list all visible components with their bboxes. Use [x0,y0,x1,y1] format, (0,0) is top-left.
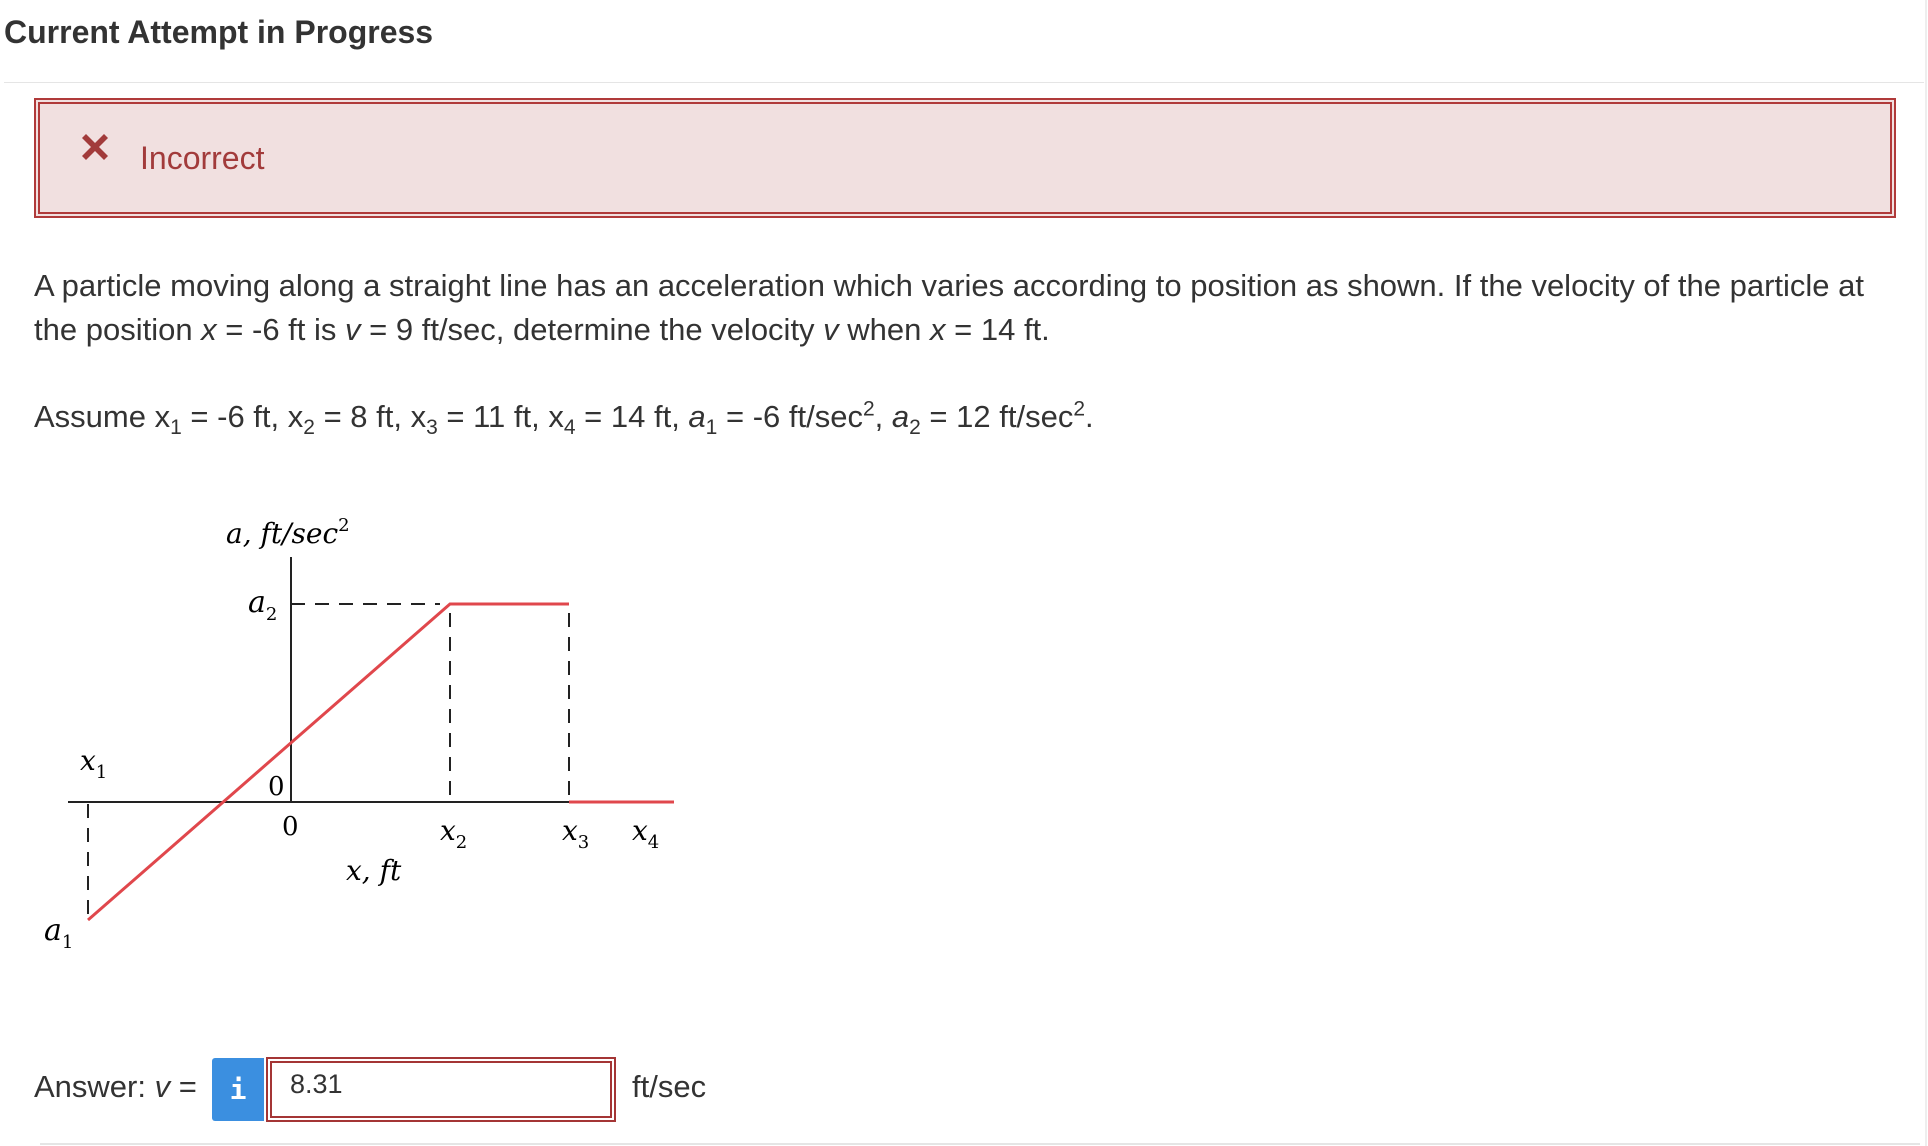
assumption-x3: $x_3 = 11$ ft, [410,399,549,440]
question-text-part: A particle moving along a straight line has an acceleration which varies according to position as shown. If the velocity of the particle at the position [34,268,1864,347]
label-a2: $a_2$ [248,585,278,625]
origin-y-label: 0 [268,772,285,802]
question-var: v [345,312,361,347]
label-x4: $x_4$ [632,814,660,853]
label-a1: $a_1$ [44,913,74,953]
assumption-a1: $a_1 = -6$ $ft/\sec^2$, [688,397,892,440]
label-x2: $x_2$ [440,814,468,853]
assumption-x4: $x_4 = 14$ ft, [548,399,689,440]
assumption-x2: $x_2 = 8$ ft, [287,399,411,440]
right-divider [1925,0,1927,1146]
assumption-x1: $x_1 = -6$ ft, [154,399,288,440]
answer-row [34,1057,794,1121]
label-x1: $x_1$ [80,744,108,783]
question-text-part: = -6 ft is [216,312,346,347]
answer-label: Answer: v = [34,1069,197,1104]
cross-icon [78,130,112,164]
feedback-banner [34,98,1896,218]
answer-input[interactable]: 8.31 [266,1057,616,1122]
origin-x-label: 0 [282,812,299,842]
question-text-part: when [838,312,931,347]
y-axis-label: a, $ft/\sec^2$ [226,515,350,550]
question-statement [34,264,1904,352]
bottom-divider [40,1143,1920,1145]
assumption-prefix: Assume [34,399,155,434]
question-text-part: = 14 ft. [945,312,1050,347]
page-title: Current Attempt in Progress [4,14,434,50]
assumption-a2: $a_2 = 12$ $ft/\sec^2$. [891,397,1094,440]
info-button[interactable]: i [212,1058,264,1121]
label-x3: $x_3$ [562,814,590,853]
feedback-status: Incorrect [140,140,265,176]
assumptions [34,395,1094,439]
heading-divider [4,82,1924,83]
acceleration-curve [88,604,569,920]
question-var: x [201,312,217,347]
x-axis-label: x, ft [346,854,402,887]
question-text-part: = 9 ft/sec, determine the velocity [360,312,824,347]
question-var: x [930,312,946,347]
answer-unit: ft/sec [632,1069,707,1104]
acceleration-diagram [30,500,690,970]
question-var: v [823,312,839,347]
